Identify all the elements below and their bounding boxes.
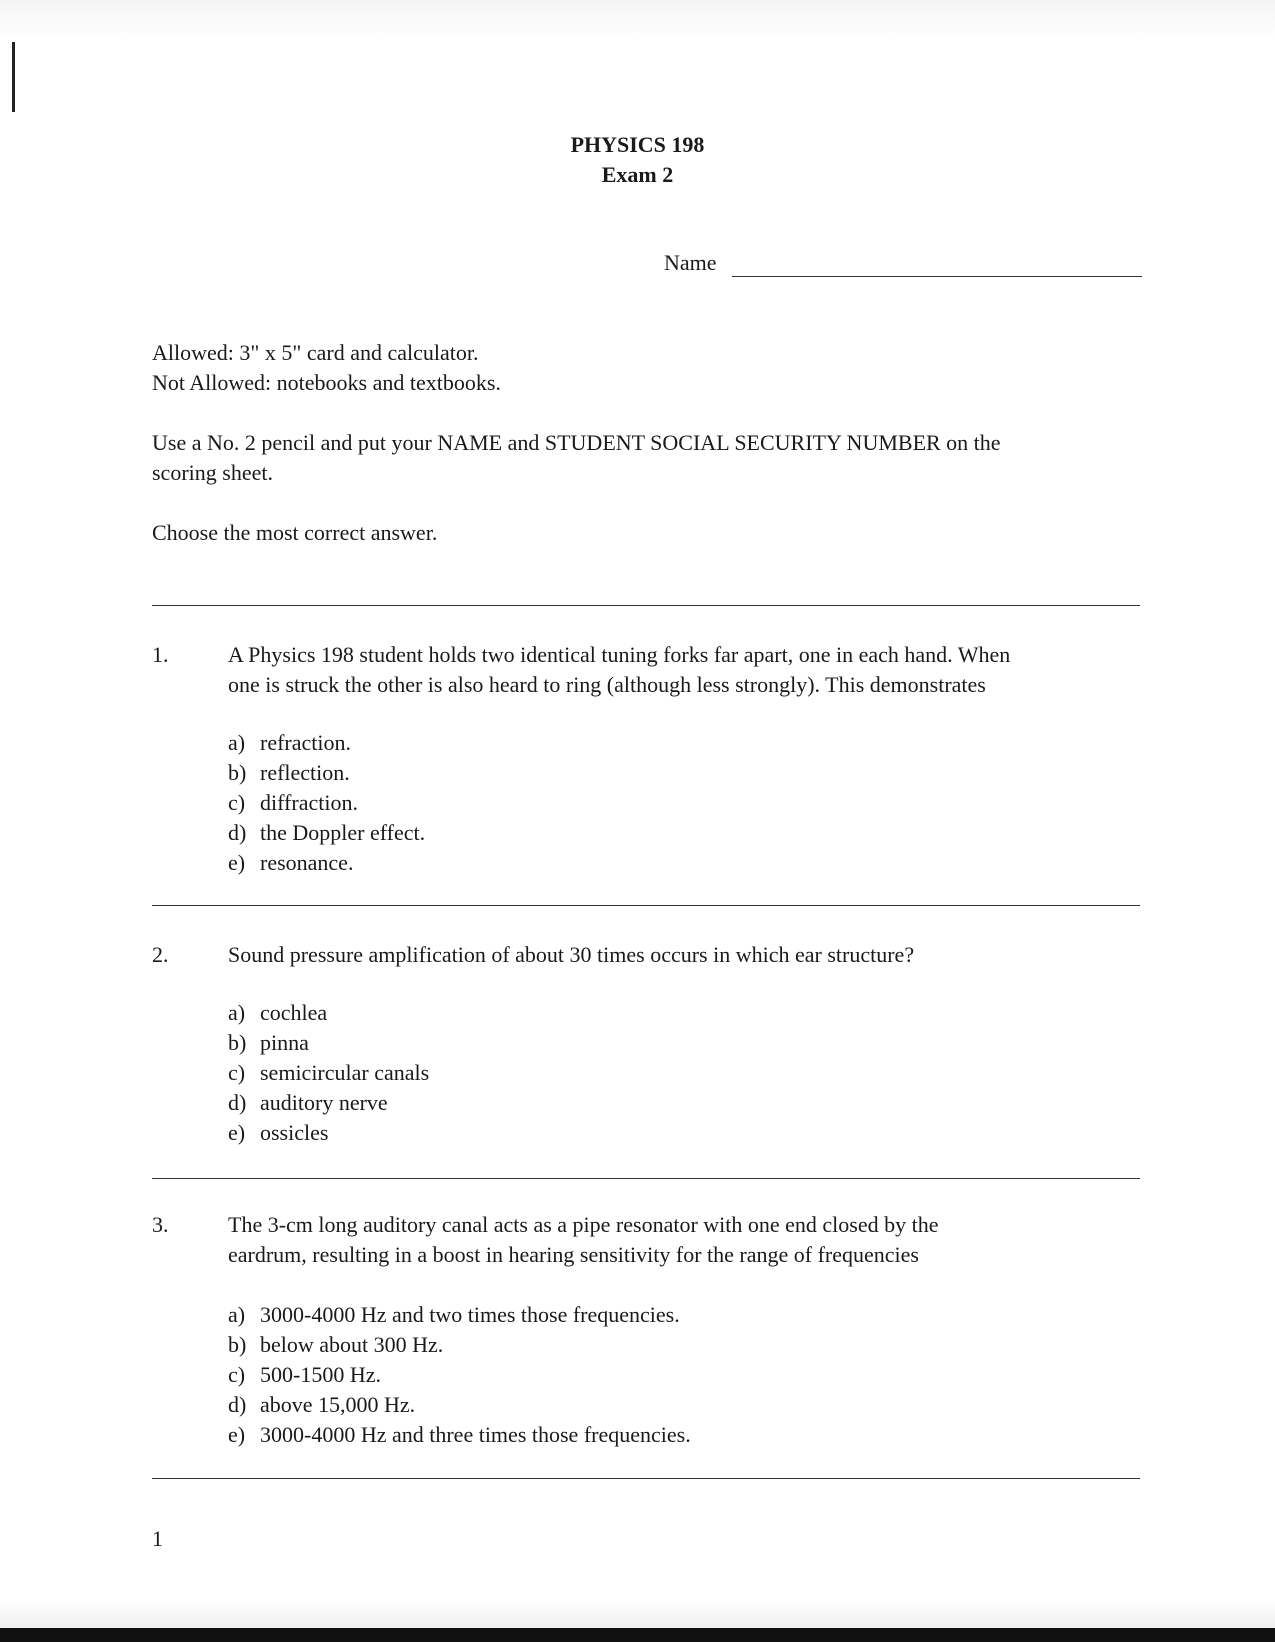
option-letter: e) bbox=[228, 1120, 246, 1145]
divider bbox=[152, 605, 1140, 606]
divider bbox=[152, 1478, 1140, 1479]
question-number: 2. bbox=[152, 942, 169, 967]
option-letter: b) bbox=[228, 1030, 247, 1055]
question-text-line2: eardrum, resulting in a boost in hearing sensitivity for the range of frequencies bbox=[228, 1242, 919, 1267]
option-letter: e) bbox=[228, 850, 246, 875]
option-d bbox=[228, 1390, 415, 1420]
option-a bbox=[228, 728, 351, 758]
option-b bbox=[228, 1028, 309, 1058]
option-e bbox=[228, 1420, 691, 1450]
option-letter: c) bbox=[228, 790, 246, 815]
option-e bbox=[228, 848, 353, 878]
option-text: pinna bbox=[260, 1030, 309, 1055]
option-text: ossicles bbox=[260, 1120, 329, 1145]
option-letter: a) bbox=[228, 1000, 246, 1025]
option-text: diffraction. bbox=[260, 790, 358, 815]
option-d bbox=[228, 1088, 388, 1118]
question-text-line1: A Physics 198 student holds two identical tuning forks far apart, one in each hand. When bbox=[228, 642, 1011, 667]
exam-title: Exam 2 bbox=[601, 162, 674, 187]
option-d bbox=[228, 818, 425, 848]
option-text: reflection. bbox=[260, 760, 350, 785]
option-text: above 15,000 Hz. bbox=[260, 1392, 416, 1417]
name-underline[interactable] bbox=[732, 276, 1142, 277]
option-b bbox=[228, 1330, 443, 1360]
question-number: 3. bbox=[152, 1212, 169, 1237]
option-a bbox=[228, 998, 327, 1028]
option-letter: c) bbox=[228, 1060, 246, 1085]
option-c bbox=[228, 1360, 381, 1390]
pencil-instruction-line2: scoring sheet. bbox=[152, 460, 273, 485]
question-text-line1: The 3-cm long auditory canal acts as a pipe resonator with one end closed by the bbox=[228, 1212, 939, 1237]
pencil-instruction-line1: Use a No. 2 pencil and put your NAME and STUDENT SOCIAL SECURITY NUMBER on the bbox=[152, 430, 1001, 455]
option-text: the Doppler effect. bbox=[260, 820, 426, 845]
option-e bbox=[228, 1118, 328, 1148]
choose-instruction: Choose the most correct answer. bbox=[152, 520, 438, 545]
page-number: 1 bbox=[152, 1526, 163, 1551]
option-text: refraction. bbox=[260, 730, 351, 755]
option-letter: a) bbox=[228, 730, 246, 755]
scan-bottom-edge bbox=[0, 1628, 1275, 1642]
option-text: below about 300 Hz. bbox=[260, 1332, 444, 1357]
option-b bbox=[228, 758, 350, 788]
option-letter: b) bbox=[228, 1332, 247, 1357]
option-text: resonance. bbox=[260, 850, 354, 875]
question-text-line1: Sound pressure amplification of about 30 times occurs in which ear structure? bbox=[228, 942, 915, 967]
option-letter: d) bbox=[228, 820, 247, 845]
option-letter: d) bbox=[228, 1392, 247, 1417]
name-label: Name bbox=[664, 250, 717, 275]
divider bbox=[152, 1178, 1140, 1179]
option-c bbox=[228, 788, 358, 818]
option-text: 500-1500 Hz. bbox=[260, 1362, 381, 1387]
name-field[interactable] bbox=[664, 250, 1142, 280]
divider bbox=[152, 905, 1140, 906]
option-letter: a) bbox=[228, 1302, 246, 1327]
question-number: 1. bbox=[152, 642, 169, 667]
scan-edge-mark bbox=[12, 42, 15, 112]
option-text: 3000-4000 Hz and three times those frequencies. bbox=[260, 1422, 691, 1447]
option-c bbox=[228, 1058, 429, 1088]
option-text: cochlea bbox=[260, 1000, 328, 1025]
option-letter: d) bbox=[228, 1090, 247, 1115]
not-allowed-text: Not Allowed: notebooks and textbooks. bbox=[152, 370, 501, 395]
question-text-line2: one is struck the other is also heard to ring (although less strongly). This demonstrates bbox=[228, 672, 986, 697]
allowed-text: Allowed: 3" x 5" card and calculator. bbox=[152, 340, 479, 365]
option-text: 3000-4000 Hz and two times those frequencies. bbox=[260, 1302, 680, 1327]
option-text: semicircular canals bbox=[260, 1060, 430, 1085]
option-a bbox=[228, 1300, 680, 1330]
course-title: PHYSICS 198 bbox=[570, 132, 705, 157]
option-letter: e) bbox=[228, 1422, 246, 1447]
option-text: auditory nerve bbox=[260, 1090, 388, 1115]
option-letter: b) bbox=[228, 760, 247, 785]
option-letter: c) bbox=[228, 1362, 246, 1387]
